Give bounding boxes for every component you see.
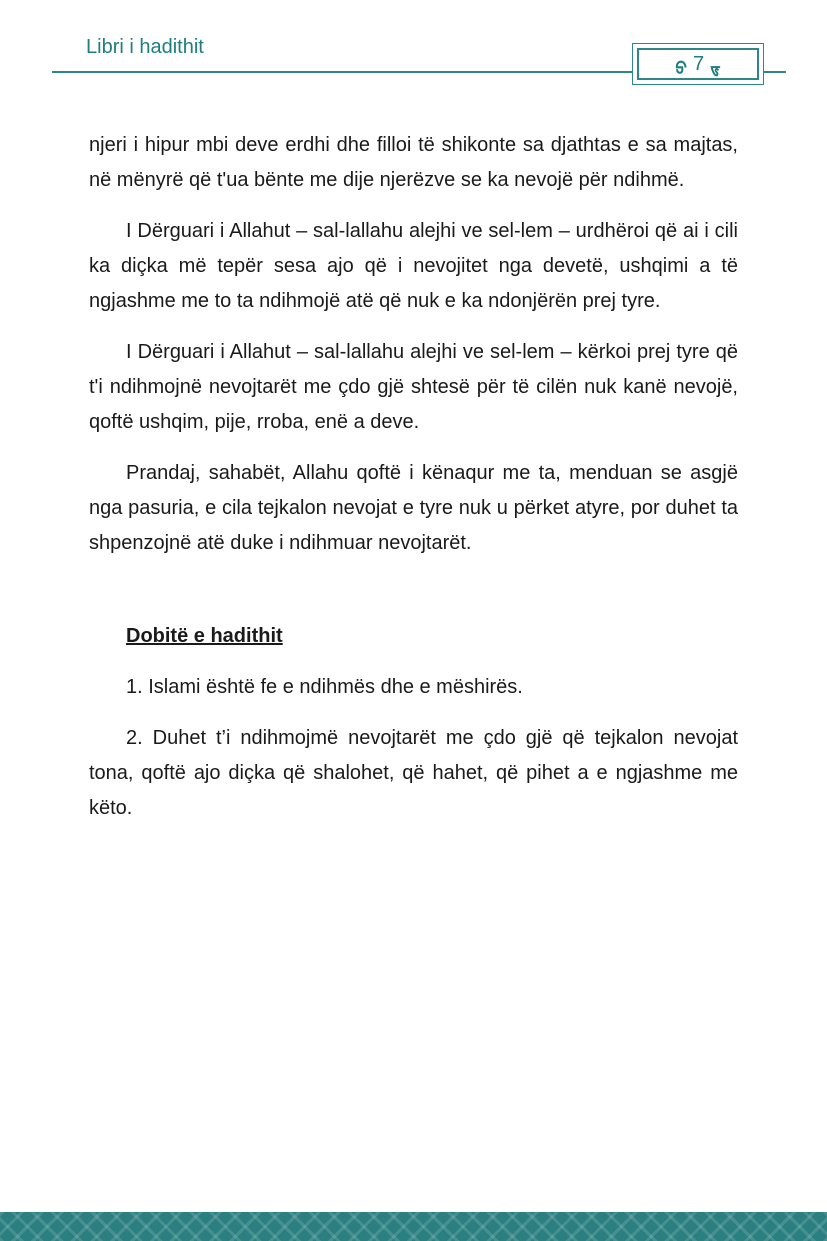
left-ornament-icon: ᢒ: [675, 59, 687, 79]
body-paragraph: I Dërguari i Allahut – sal-lallahu alejhi ve sel-lem – urdhëroi që ai i cili ka diçka më tepër sesa ajo që i nevojitet nga devetë, ushqimi a të ngjashme me to ta ndihmojë atë që nuk e ka ndonjërën prej tyre.: [89, 220, 738, 312]
page-number-frame: [637, 48, 759, 80]
body-paragraph: njeri i hipur mbi deve erdhi dhe filloi të shikonte sa djathtas e sa majtas, në mënyrë që t'ua bënte me dije njerëzve se ka nevojë për ndihmë.: [89, 134, 738, 191]
section-heading: Dobitë e hadithit: [126, 625, 283, 647]
footer-decorative-band: [0, 1212, 827, 1241]
running-title: Libri i hadithit: [86, 36, 204, 58]
body-paragraph: I Dërguari i Allahut – sal-lallahu alejhi ve sel-lem – kërkoi prej tyre që t'i ndihmojnë nevojtarët me çdo gjë shtesë për të cilën nuk kanë nevojë, qoftë ushqim, pije, rroba, enë a deve.: [89, 341, 738, 433]
benefit-item: 1. Islami është fe e ndihmës dhe e mëshirës.: [126, 676, 523, 698]
page-number: 7: [692, 52, 705, 75]
page-body: [89, 128, 738, 842]
right-ornament-icon: ᢎ: [710, 59, 721, 79]
benefit-item: 2. Duhet t’i ndihmojmë nevojtarët me çdo gjë që tejkalon nevojat tona, qoftë ajo diçka që shalohet, që hahet, që pihet a e ngjashme me këto.: [89, 727, 738, 819]
body-paragraph: Prandaj, sahabët, Allahu qoftë i kënaqur me ta, menduan se asgjë nga pasuria, e cila tejkalon nevojat e tyre nuk u përket atyre, por duhet ta shpenzojnë atë duke i ndihmuar nevojtarët.: [89, 462, 738, 554]
page-number-box: [632, 43, 764, 85]
